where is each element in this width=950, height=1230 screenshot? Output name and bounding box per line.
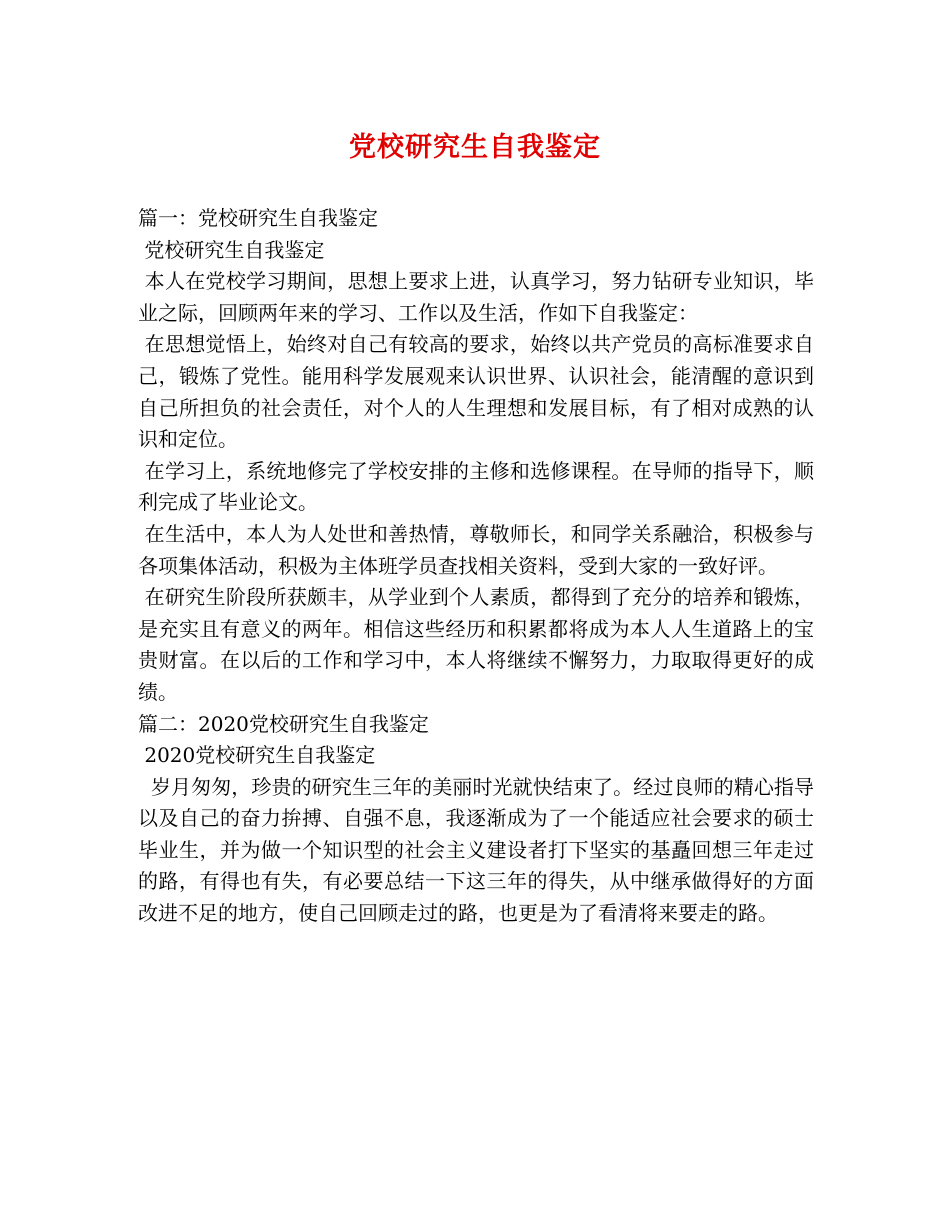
- paragraph: 在学习上，系统地修完了学校安排的主修和选修课程。在导师的指导下，顺利完成了毕业论文。: [138, 458, 815, 515]
- subheading-2: 2020党校研究生自我鉴定: [138, 743, 376, 768]
- document-title: 党校研究生自我鉴定: [349, 132, 601, 163]
- subheading-1: 党校研究生自我鉴定: [138, 237, 325, 262]
- paragraph: 在研究生阶段所获颇丰，从学业到个人素质，都得到了充分的培养和锻炼，是充实且有意义的两年。相信这些经历和积累都将成为本人人生道路上的宝贵财富。在以后的工作和学习中，本人将继续不懈努力，力取取得更好的成绩。: [138, 585, 815, 704]
- paragraph: 在思想觉悟上，始终对自己有较高的要求，始终以共产党员的高标准要求自己，锻炼了党性。能用科学发展观来认识世界、认识社会，能清醒的意识到自己所担负的社会责任，对个人的人生理想和发展目标，有了相对成熟的认识和定位。: [138, 332, 815, 452]
- paragraph: 在生活中，本人为人处世和善热情，尊敬师长，和同学关系融洽，积极参与各项集体活动，积极为主体班学员查找相关资料，受到大家的一致好评。: [138, 521, 815, 578]
- document-body: [138, 203, 814, 930]
- paragraph: 本人在党校学习期间，思想上要求上进，认真学习，努力钻研专业知识，毕业之际，回顾两年来的学习、工作以及生活，作如下自我鉴定：: [138, 269, 815, 325]
- section-heading-1: 篇一：党校研究生自我鉴定: [138, 206, 378, 230]
- paragraph: 岁月匆匆，珍贵的研究生三年的美丽时光就快结束了。经过良师的精心指导以及自己的奋力拚搏、自强不息，我逐渐成为了一个能适应社会要求的硕士毕业生，并为做一个知识型的社会主义建设者打下坚实的基矗回想三年走过的路，有得也有失，有必要总结一下这三年的得失，从中继承做得好的方面改进不足的地方，使自己回顾走过的路，也更是为了看清将来要走的路。: [138, 774, 815, 926]
- section-heading-2: 篇二：2020党校研究生自我鉴定: [138, 711, 429, 736]
